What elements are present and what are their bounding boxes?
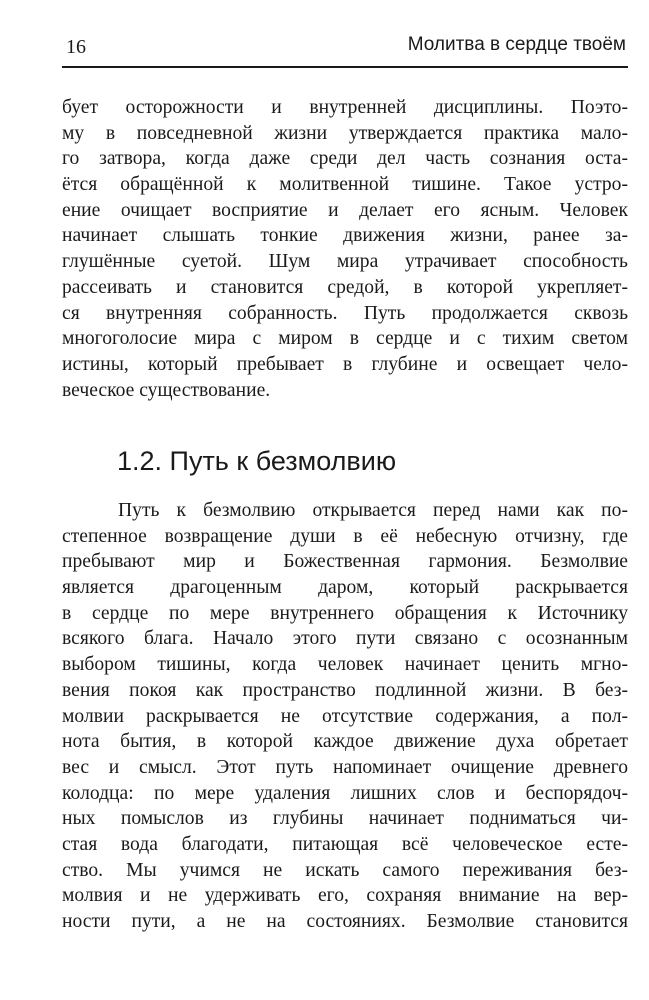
running-title: Молитва в сердце твоём (407, 34, 626, 55)
text-line: рассеивать и становится средой, в которой укрепляет- (62, 276, 628, 298)
text-line: степенное возвращение души в её небесную отчизну, где (62, 525, 628, 547)
text-line: нота бытия, в которой каждое движение духа обретает (62, 731, 628, 753)
text-line: колодца: по мере удаления лишних слов и беспорядоч- (62, 782, 628, 804)
text-line: го затвора, когда даже среди дел часть сознания оста- (62, 148, 628, 170)
text-line: ство. Мы учимся не искать самого переживания без- (62, 859, 628, 881)
text-line: ся внутренняя собранность. Путь продолжается сквозь (62, 302, 628, 324)
text-line: глушённые суетой. Шум мира утрачивает способность (62, 251, 628, 273)
text-line: Путь к безмолвию открывается перед нами как по- (118, 500, 628, 521)
text-line: всякого блага. Начало этого пути связано с осознанным (62, 628, 628, 650)
text-line: начинает слышать тонкие движения жизни, ранее за- (62, 225, 628, 247)
text-line: ение очищает восприятие и делает его ясным. Человек (62, 199, 628, 221)
text-line: вес и смысл. Этот путь напоминает очищение древнего (62, 756, 628, 778)
page-number: 16 (66, 36, 86, 58)
text-line: многоголосие мира с миром в сердце и с тихим светом (62, 328, 628, 350)
text-line: истины, который пребывает в глубине и освещает чело- (62, 353, 628, 375)
text-line: бует осторожности и внутренней дисциплины. Поэто- (62, 97, 628, 118)
text-line: вения покоя как пространство подлинной жизни. В без- (62, 679, 628, 701)
section-heading: 1.2. Путь к безмолвию (117, 446, 397, 476)
text-line: выбором тишины, когда человек начинает ценить мгно- (62, 654, 628, 676)
text-line: молвия и не удерживать его, сохраняя внимание на вер- (62, 885, 628, 907)
text-line: молвии раскрывается не отсутствие содержания, а пол- (62, 705, 628, 727)
text-line: пребывают мир и Божественная гармония. Безмолвие (62, 551, 628, 573)
text-line: веческое существование. (62, 379, 271, 401)
text-line: му в повседневной жизни утверждается практика мало- (62, 122, 628, 144)
text-line: стая вода благодати, питающая всё человеческое есте- (62, 833, 628, 855)
text-line: ётся обращённой к молитвенной тишине. Такое устро- (62, 174, 628, 196)
text-line: ности пути, а не на состояниях. Безмолвие становится (62, 911, 628, 932)
text-line: является драгоценным даром, который раскрывается (62, 577, 628, 599)
text-line: ных помыслов из глубины начинает подниматься чи- (62, 808, 628, 830)
text-line: в сердце по мере внутреннего обращения к Источнику (62, 602, 628, 624)
paragraph-continued (62, 95, 628, 403)
header-rule (62, 66, 628, 68)
running-head (62, 34, 628, 64)
paragraph-section-start (62, 498, 628, 935)
